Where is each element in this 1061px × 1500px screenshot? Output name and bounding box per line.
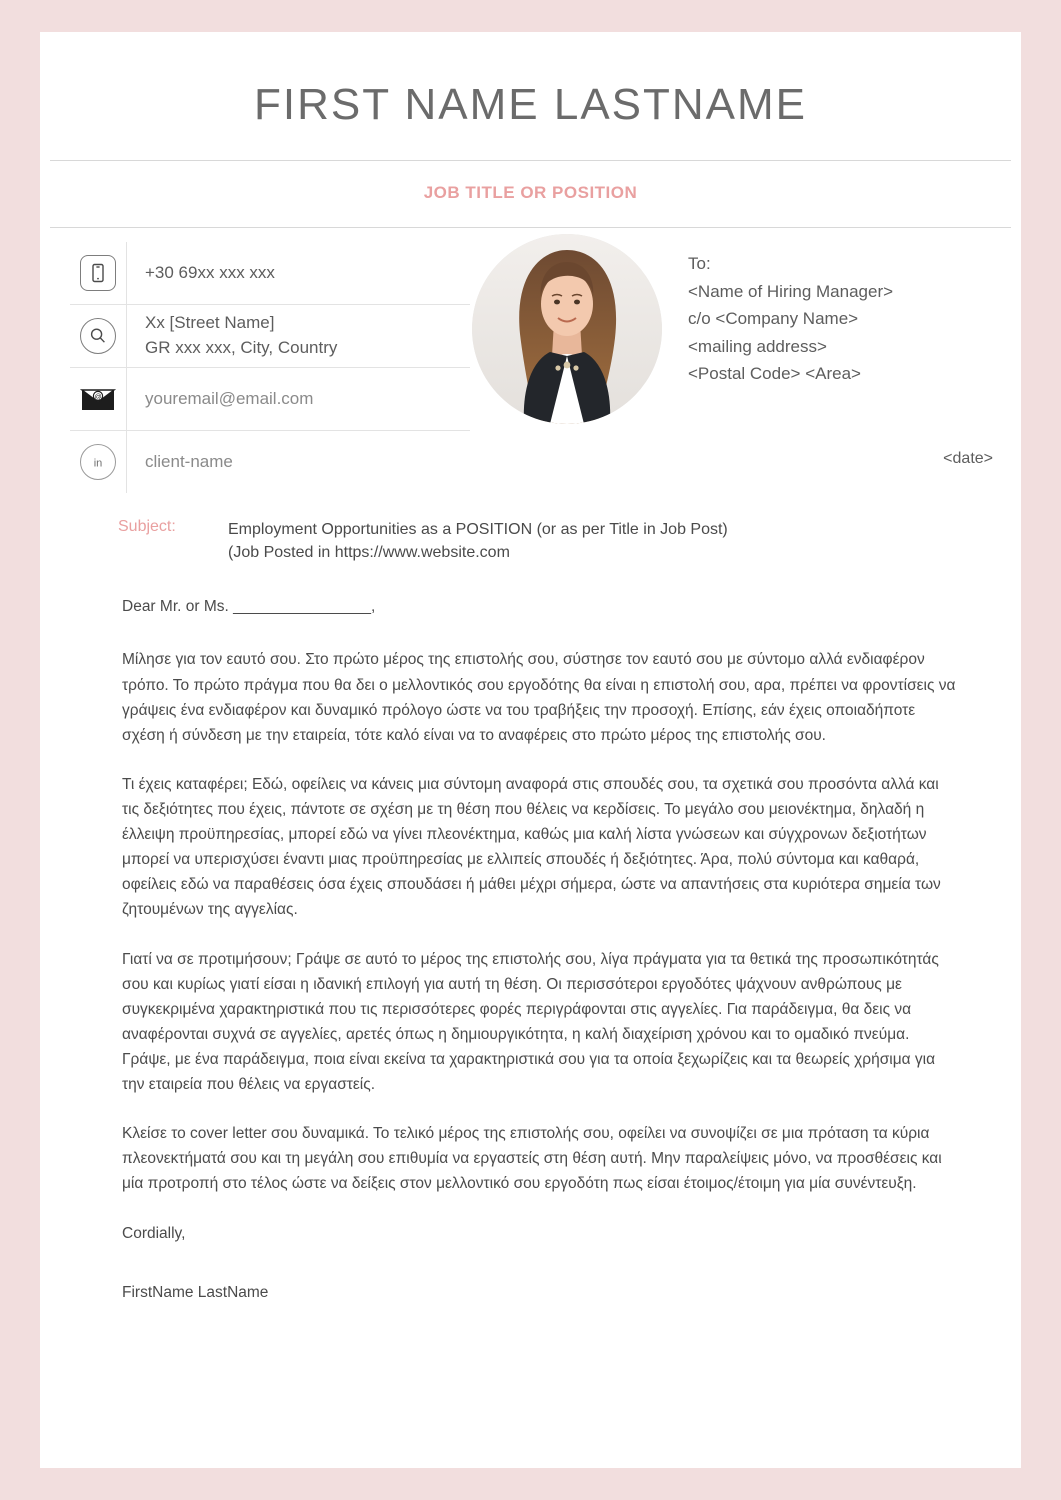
body-paragraph: Γιατί να σε προτιμήσουν; Γράψε σε αυτό το μέρος της επιστολής σου, λίγα πράγματα για τα θετικά της προσωπικότητάς σου και κυρίως γιατί είσαι η ιδανική επιλογή για αυτή τη θέση. Οι περισσότεροι εργοδότες ψάχνουν ανθρώπους με συγκεκριμένα χαρακτηριστικά που τις περισσότερες φορές περιγράφονται στις αγγελίες. Για παράδειγμα, θα δεις να αναφέρονται συχνά σε αγγελίες, αρετές όπως η δημιουργικότητα, η καλή διαχείριση χρόνου και το ομαδικό πνεύμα. Γράψε, με ένα παράδειγμα, ποια είναι εκείνα τα χαρακτηριστικά σου για τα οποία ξεχωρίζεις και τα θεωρείς χρήσιμα για την εταιρεία που θέλεις να εργαστείς.: [122, 950, 939, 1094]
contact-row-linkedin: [70, 431, 470, 493]
svg-text:in: in: [93, 457, 103, 470]
linkedin-icon: [70, 444, 126, 480]
recipient-to-label: To:: [688, 254, 711, 273]
contact-and-recipient-section: [40, 228, 1021, 508]
body-paragraph: Τι έχεις καταφέρει; Εδώ, οφείλεις να κάνεις μια σύντομη αναφορά στις σπουδές σου, τα σχετικά σου προσόντα αλλά και τις δεξιότητες που έχεις, πάντοτε σε σχέση με τη θέση που θέλεις να κερδίσεις. Το μεγάλο σου μειονέκτημα, δηλαδή η έλλειψη προϋπηρεσίας, μπορεί εδώ να γίνει πλεονέκτημα, καθώς μια καλή λίστα γνώσεων και σύγχρονων δεξιοτήτων μπορεί να υπερισχύσει έναντι μιας προϋπηρεσίας με ελλιπείς σπουδές ή δεξιότητες. Άρα, πολύ σύντομα και καθαρά, οφείλεις εδώ να παραθέσεις όσα έχεις σπουδάσει ή μάθει μέχρι σήμερα, ώστε να απαντήσεις στα κυριότερα σημεία των ζητουμένων της αγγελίας.: [122, 775, 941, 919]
contact-list: [70, 242, 470, 493]
contact-linkedin-value[interactable]: client-name: [145, 451, 233, 471]
subject-line-1: Employment Opportunities as a POSITION (or as per Title in Job Post): [228, 521, 728, 538]
job-title: JOB TITLE OR POSITION: [423, 183, 638, 202]
page-title: FIRST NAME LASTNAME: [253, 80, 808, 129]
recipient-block: [688, 250, 893, 388]
contact-row-address: [70, 305, 470, 368]
signature-name: FirstName LastName: [122, 1283, 269, 1301]
recipient-line-1: <Name of Hiring Manager>: [688, 281, 894, 301]
svg-text:@: @: [94, 394, 102, 402]
contact-email-value[interactable]: youremail@email.com: [145, 388, 314, 408]
recipient-line-3: <mailing address>: [688, 336, 827, 356]
salutation: Dear Mr. or Ms. ________________,: [122, 598, 376, 616]
letter-body: [40, 564, 1021, 1304]
subject-label: Subject:: [118, 518, 176, 535]
contact-address: [145, 311, 337, 360]
contact-row-phone: [70, 242, 470, 305]
contact-separator: [126, 305, 127, 367]
subject-block: [40, 518, 1021, 564]
body-paragraph: Μίλησε για τον εαυτό σου. Στο πρώτο μέρος της επιστολής σου, σύστησε τον εαυτό σου με σύντομο αλλά ενδιαφέρον τρόπο. Το πρώτο πράγμα που θα δει ο μελλοντικός σου εργοδότης θα είναι η επιστολή σου, αρα, πρέπει να φροντίσεις να γράψεις ένα ενδιαφέρον και δυναμικό πρόλογο ώστε να του τραβήξεις την προσοχή. Επίσης, εάν έχεις οποιαδήποτε σχέση ή σύνδεση με την εταιρεία, τότε καλό είναι να το αναφέρεις στο πρώτο μέρος της επιστολής σου.: [122, 651, 956, 744]
mobile-phone-icon: [70, 255, 126, 291]
avatar: [472, 234, 662, 424]
contact-address-line1: Xx [Street Name]: [145, 313, 275, 333]
contact-separator: [126, 368, 127, 430]
location-search-icon: [70, 318, 126, 354]
contact-address-line2: GR xxx xxx, City, Country: [145, 338, 338, 357]
recipient-line-2: c/o <Company Name>: [688, 309, 859, 329]
contact-row-email: [70, 368, 470, 431]
date-field: <date>: [943, 450, 993, 467]
subject-line-2: (Job Posted in https://www.website.com: [228, 544, 510, 562]
document-page: [40, 32, 1021, 1468]
contact-separator: [126, 431, 127, 493]
contact-separator: [126, 242, 127, 304]
envelope-at-icon: [70, 384, 126, 414]
recipient-line-4: <Postal Code> <Area>: [688, 364, 861, 384]
body-paragraph: Κλείσε το cover letter σου δυναμικά. Το τελικό μέρος της επιστολής σου, οφείλει να συνοψίζει σε μια πρόταση τα κύρια πλεονεκτήματά σου και τη μεγάλη σου επιθυμία να εργαστείς στη θέση αυτή. Μην παραλείψεις μόνο, να προσθέσεις και μία προτροπή στο τέλος ώστε να δείξεις στον μελλοντικό σου εργοδότη πως είσαι έτοιμος/έτοιμη για μία συνέντευξη.: [122, 1125, 942, 1193]
sign-off: Cordially,: [122, 1224, 186, 1242]
contact-phone-value: +30 69xx xxx xxx: [145, 262, 275, 282]
